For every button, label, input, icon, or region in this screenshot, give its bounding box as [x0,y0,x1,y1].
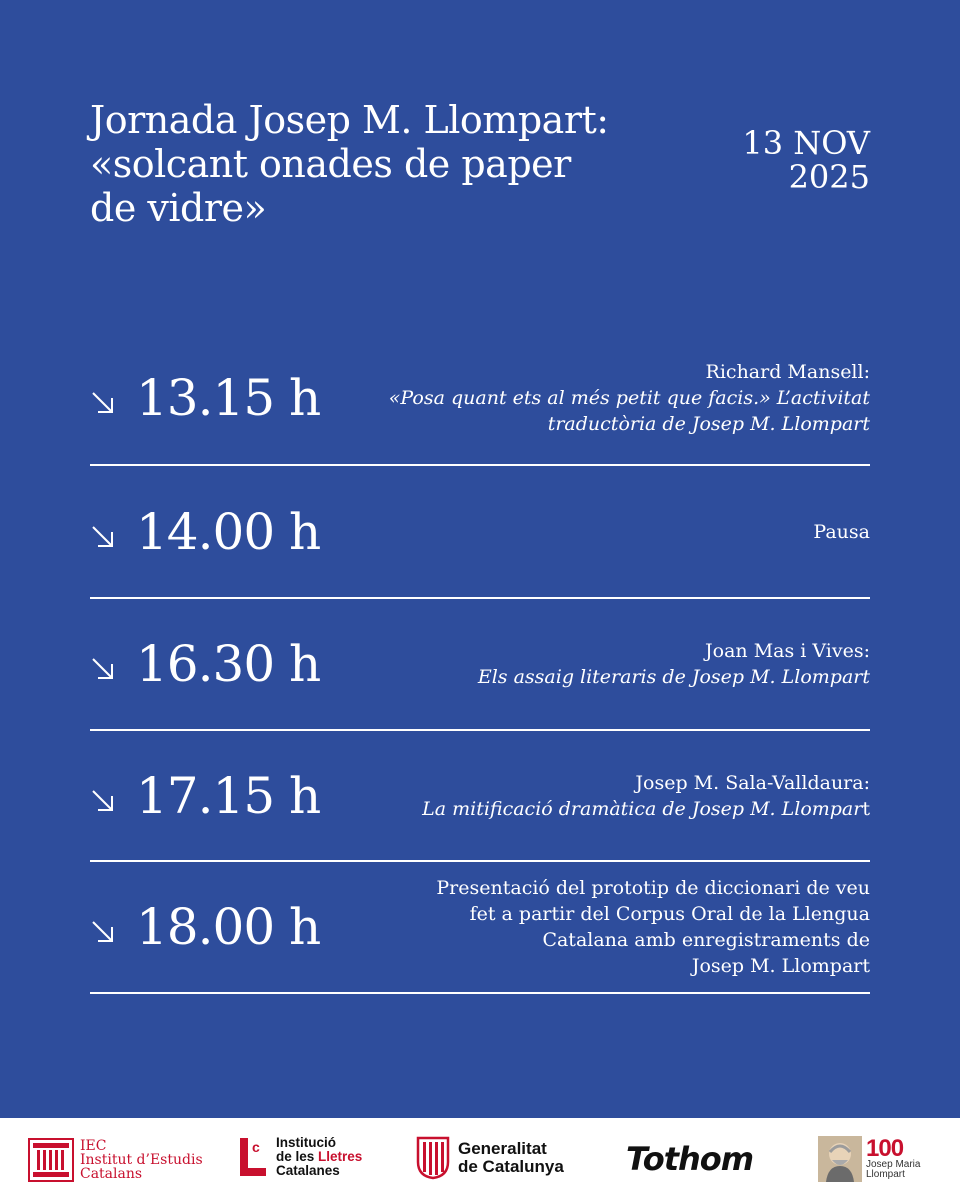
ilc-line-2 [276,1150,362,1164]
generalitat-line-2: de Catalunya [458,1157,564,1176]
ilc-line-2b: Lletres [318,1149,363,1164]
title-line-3: de vidre» [90,186,267,230]
event-date [742,126,870,194]
sponsor-footer [0,1118,960,1200]
arrow-down-right-icon [90,390,116,416]
llompart-line-1: Josep Maria [866,1159,921,1170]
talk-title-line [422,796,870,822]
arrow-down-right-icon [90,656,116,682]
generalitat-name [458,1140,564,1176]
session-description [436,875,870,979]
ilc-line-1: Institució [276,1135,336,1150]
speaker-name: Josep M. Sala-Valldaura: [635,771,870,794]
event-title [90,98,650,230]
talk-title-line: «Posa quant ets al més petit que facis.» L’activitat [388,387,870,409]
schedule-row [90,862,870,994]
description-line: Catalana amb enregistraments de [542,929,870,951]
session-time: 16.30 h [136,635,321,693]
llompart-text-block [866,1135,921,1180]
generalitat-shield-icon [416,1136,450,1180]
iec-line-2: Catalans [80,1166,143,1182]
arrow-down-right-icon [90,788,116,814]
session-description [389,359,870,437]
speaker-name: Richard Mansell: [705,361,870,383]
session-description [422,770,870,822]
session-time: 14.00 h [136,502,321,561]
centenary-number: 100 [866,1135,904,1162]
break-label: Pausa [813,520,870,543]
description-line: fet a partir del Corpus Oral de la Llengua [469,903,870,925]
tothom-logo[interactable] [626,1140,753,1178]
iec-abbr: IEC [80,1138,107,1154]
talk-title-italic: La mitificació dramàtica de Josep M. Llompar [422,797,863,820]
schedule-row [90,599,870,731]
portrait-photo-icon [818,1136,862,1182]
title-line-2: «solcant onades de paper [90,142,571,186]
talk-title-line: traductòria de Josep M. Llompart [547,413,870,435]
llompart-100-logo[interactable] [818,1136,920,1182]
schedule-row [90,731,870,862]
session-time: 13.15 h [136,369,321,427]
generalitat-logo[interactable] [416,1136,564,1180]
ilc-name [276,1136,362,1178]
schedule [90,332,870,994]
ilc-l-mark-icon [238,1136,268,1178]
talk-title-line: Els assaig literaris de Josep M. Llompart [477,666,870,688]
ilc-line-3: Catalanes [276,1163,340,1178]
talk-title-tail: t [862,797,870,820]
iec-name [80,1139,203,1181]
session-time: 17.15 h [136,766,321,825]
iec-line-1: Institut d’Estudis [80,1152,203,1168]
llompart-line-2: Llompart [866,1169,905,1180]
ilc-logo[interactable] [238,1136,362,1178]
session-description [813,519,870,545]
iec-seal-icon [28,1138,74,1182]
date-day-month: 13 NOV [742,124,870,162]
arrow-down-right-icon [90,919,116,945]
date-year: 2025 [788,158,870,196]
generalitat-line-1: Generalitat [458,1139,547,1158]
title-line-1: Jornada Josep M. Llompart: [90,98,609,142]
tothom-wordmark: Tothom [626,1140,754,1178]
description-line: Presentació del prototip de diccionari de veu [436,877,870,899]
svg-text:c: c [252,1139,260,1155]
iec-logo[interactable] [28,1138,203,1182]
schedule-row [90,332,870,466]
session-time: 18.00 h [136,898,321,956]
description-line: Josep M. Llompart [691,955,870,977]
llompart-name [866,1160,920,1180]
arrow-down-right-icon [90,524,116,550]
session-description [478,638,870,690]
ilc-line-2a: de les [276,1149,319,1164]
schedule-row [90,466,870,599]
speaker-name: Joan Mas i Vives: [705,640,870,662]
